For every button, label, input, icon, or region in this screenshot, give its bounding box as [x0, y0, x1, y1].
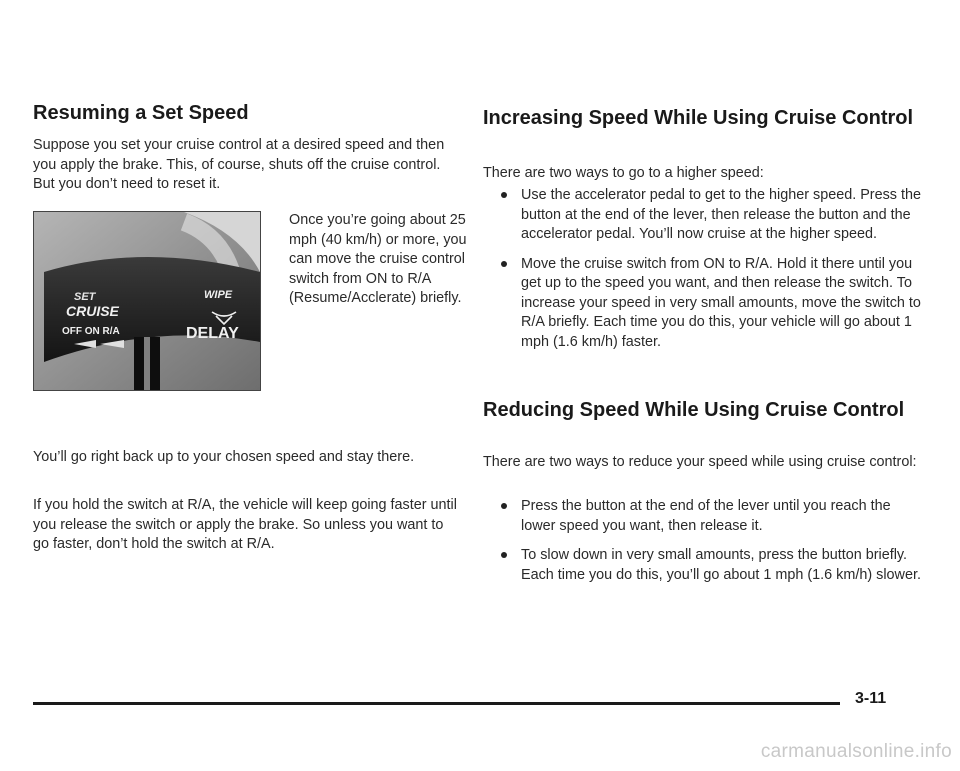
- paragraph-hold-switch: If you hold the switch at R/A, the vehicle will keep going faster until you release the switch or apply the brake. So unless you want to go faster, don’t hold the switch at R/A.: [33, 497, 457, 552]
- bullet-icon: [501, 552, 507, 558]
- cruise-lever-illustration: [34, 212, 260, 390]
- list-item-text: Move the cruise switch from ON to R/A. Hold it there until you get up to the speed you want, and then release the switch. To increase your speed in very small amounts, move the switch to R/A briefly. Each time you do this, your vehicle will go about 1 mph (1.6 km/h) faster.: [521, 255, 921, 350]
- paragraph-back-up: You’ll go right back up to your chosen speed and stay there.: [33, 449, 415, 465]
- heading-reducing-speed: Reducing Speed While Using Cruise Control: [483, 399, 905, 421]
- bullet-icon: [501, 192, 507, 198]
- reduce-list: [483, 497, 923, 595]
- paragraph-increase-intro: There are two ways to go to a higher speed:: [483, 165, 764, 181]
- list-item: [483, 497, 923, 536]
- heading-resuming-set-speed: Resuming a Set Speed: [33, 102, 249, 124]
- label-cruise: CRUISE: [66, 303, 119, 319]
- cruise-control-switch-photo: [33, 211, 261, 391]
- page-number: 3-11: [855, 690, 887, 707]
- label-delay: DELAY: [186, 325, 239, 342]
- heading-increasing-speed: Increasing Speed While Using Cruise Control: [483, 107, 914, 129]
- paragraph-intro: Suppose you set your cruise control at a desired speed and then you apply the brake. This, of course, shuts off the cruise control. But you don’t need to reset it.: [33, 137, 445, 192]
- list-item-text: Use the accelerator pedal to get to the higher speed. Press the button at the end of the lever, then release the button and the accelerator pedal. You’ll now cruise at the higher speed.: [521, 187, 921, 242]
- label-off-on-ra: OFF ON R/A: [62, 326, 120, 337]
- label-wipe: WIPE: [204, 289, 233, 301]
- paragraph-reduce-intro: There are two ways to reduce your speed while using cruise control:: [483, 454, 917, 470]
- list-item: [483, 255, 923, 353]
- bullet-icon: [501, 261, 507, 267]
- bullet-icon: [501, 503, 507, 509]
- list-item-text: To slow down in very small amounts, press the button briefly. Each time you do this, you’ll go about 1 mph (1.6 km/h) slower.: [521, 547, 921, 583]
- label-set: SET: [74, 291, 96, 303]
- list-item: [483, 546, 923, 585]
- watermark: carmanualsonline.info: [760, 741, 952, 762]
- footer-rule: [33, 702, 840, 705]
- paragraph-figure-caption: Once you’re going about 25 mph (40 km/h) or more, you can move the cruise control switch from ON to R/A (Resume/Acclerate) briefly.: [289, 212, 467, 306]
- list-item: [483, 186, 923, 245]
- increase-list: [483, 186, 923, 362]
- list-item-text: Press the button at the end of the lever until you reach the lower speed you want, then release it.: [521, 498, 891, 534]
